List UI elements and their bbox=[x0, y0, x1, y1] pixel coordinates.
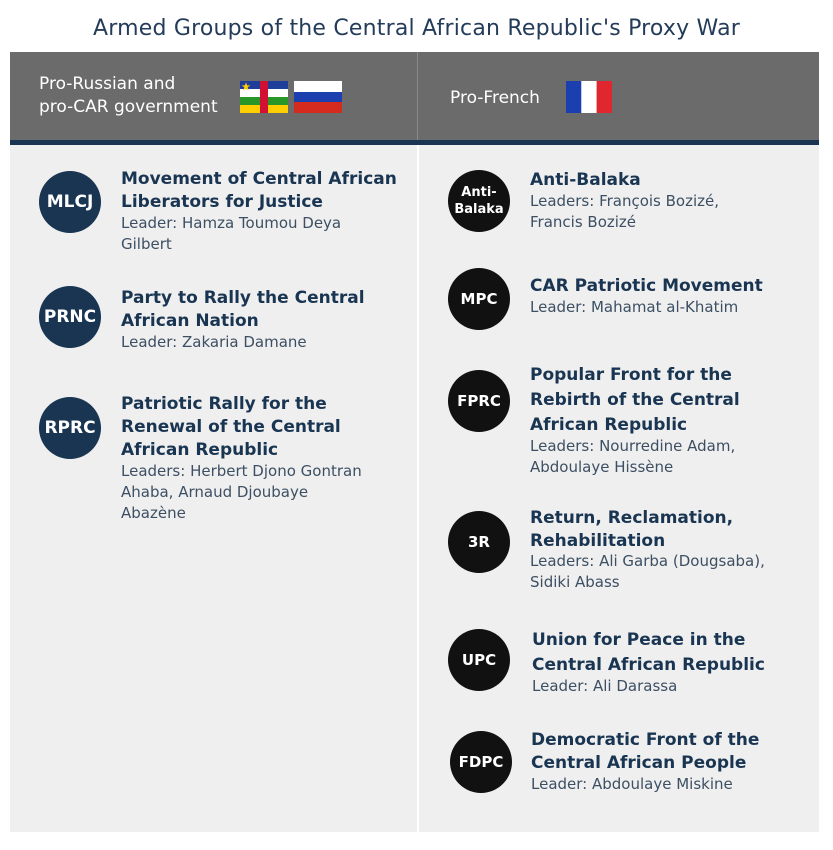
group-leader-line: Abdoulaye Hissène bbox=[530, 458, 674, 476]
group-leader-line: Leader: Abdoulaye Miskine bbox=[531, 775, 733, 793]
group-name bbox=[121, 287, 365, 333]
group-badge: RPRC bbox=[39, 397, 101, 459]
central-african-republic-flag bbox=[240, 81, 288, 113]
france-flag bbox=[566, 81, 612, 113]
group-name-line: Rehabilitation bbox=[530, 531, 666, 551]
group-leader bbox=[121, 213, 341, 255]
group-name-line: African Republic bbox=[121, 440, 279, 460]
group-badge: MLCJ bbox=[39, 171, 101, 233]
group-name bbox=[532, 628, 765, 678]
group-name bbox=[531, 729, 759, 775]
header-column-divider bbox=[417, 52, 418, 140]
group-leader bbox=[530, 436, 735, 478]
group-name-line: Popular Front for the bbox=[530, 365, 732, 385]
group-leader-line: Abazène bbox=[121, 504, 186, 522]
right-column-heading: Pro-French bbox=[450, 88, 540, 108]
group-leader-line: Leaders: François Bozizé, bbox=[530, 192, 720, 210]
group-leader-line: Sidiki Abass bbox=[530, 573, 620, 591]
group-leader-line: Leader: Zakaria Damane bbox=[121, 333, 307, 351]
group-name-line: Renewal of the Central bbox=[121, 417, 341, 437]
group-name-line: Central African People bbox=[531, 753, 747, 773]
group-name-line: African Republic bbox=[530, 415, 688, 435]
body-column-divider bbox=[417, 145, 419, 832]
group-leader-line: Leaders: Nourredine Adam, bbox=[530, 437, 736, 455]
group-name bbox=[530, 169, 641, 192]
group-name-line: Liberators for Justice bbox=[121, 192, 323, 212]
group-name bbox=[530, 363, 740, 438]
group-badge: UPC bbox=[448, 629, 510, 691]
group-name-line: African Nation bbox=[121, 311, 259, 331]
group-name-line: Anti-Balaka bbox=[530, 170, 641, 190]
group-leader-line: Leaders: Ali Garba (Dougsaba), bbox=[530, 552, 765, 570]
group-name-line: Central African Republic bbox=[532, 655, 765, 675]
group-name bbox=[121, 168, 397, 214]
group-name-line: Rebirth of the Central bbox=[530, 390, 740, 410]
group-name-line: Return, Reclamation, bbox=[530, 508, 734, 528]
group-name-line: CAR Patriotic Movement bbox=[530, 276, 763, 296]
group-name bbox=[121, 393, 341, 462]
left-column-heading bbox=[39, 73, 218, 119]
group-leader-line: Gilbert bbox=[121, 235, 172, 253]
group-leader bbox=[530, 191, 719, 233]
group-badge bbox=[448, 170, 510, 232]
group-leader-line: Leader: Hamza Toumou Deya bbox=[121, 214, 342, 232]
group-leader bbox=[530, 297, 738, 318]
group-badge-line: Anti- bbox=[461, 185, 497, 200]
group-name bbox=[530, 275, 763, 298]
group-name-line: Democratic Front of the bbox=[531, 730, 760, 750]
group-badge: PRNC bbox=[39, 286, 101, 348]
russia-flag bbox=[294, 81, 342, 113]
left-heading-line-2: pro-CAR government bbox=[39, 97, 218, 117]
group-name-line: Patriotic Rally for the bbox=[121, 394, 327, 414]
left-heading-line-1: Pro-Russian and bbox=[39, 74, 176, 94]
group-leader-line: Francis Bozizé bbox=[530, 213, 637, 231]
group-leader-line: Ahaba, Arnaud Djoubaye bbox=[121, 483, 309, 501]
group-badge-line: Balaka bbox=[454, 202, 504, 217]
group-badge: 3R bbox=[448, 511, 510, 573]
group-leader bbox=[530, 551, 765, 593]
group-leader bbox=[121, 461, 362, 524]
group-name-line: Movement of Central African bbox=[121, 169, 397, 189]
group-badge: FPRC bbox=[448, 370, 510, 432]
group-leader bbox=[532, 676, 677, 697]
group-leader-line: Leaders: Herbert Djono Gontran bbox=[121, 462, 362, 480]
group-badge: MPC bbox=[448, 268, 510, 330]
group-leader-line: Leader: Ali Darassa bbox=[532, 677, 678, 695]
group-name-line: Union for Peace in the bbox=[532, 630, 746, 650]
group-badge: FDPC bbox=[450, 731, 512, 793]
page-title: Armed Groups of the Central African Republic's Proxy War bbox=[93, 16, 740, 41]
group-name-line: Party to Rally the Central bbox=[121, 288, 365, 308]
group-leader bbox=[121, 332, 307, 353]
group-leader bbox=[531, 774, 733, 795]
group-leader-line: Leader: Mahamat al-Khatim bbox=[530, 298, 739, 316]
group-name bbox=[530, 507, 733, 553]
